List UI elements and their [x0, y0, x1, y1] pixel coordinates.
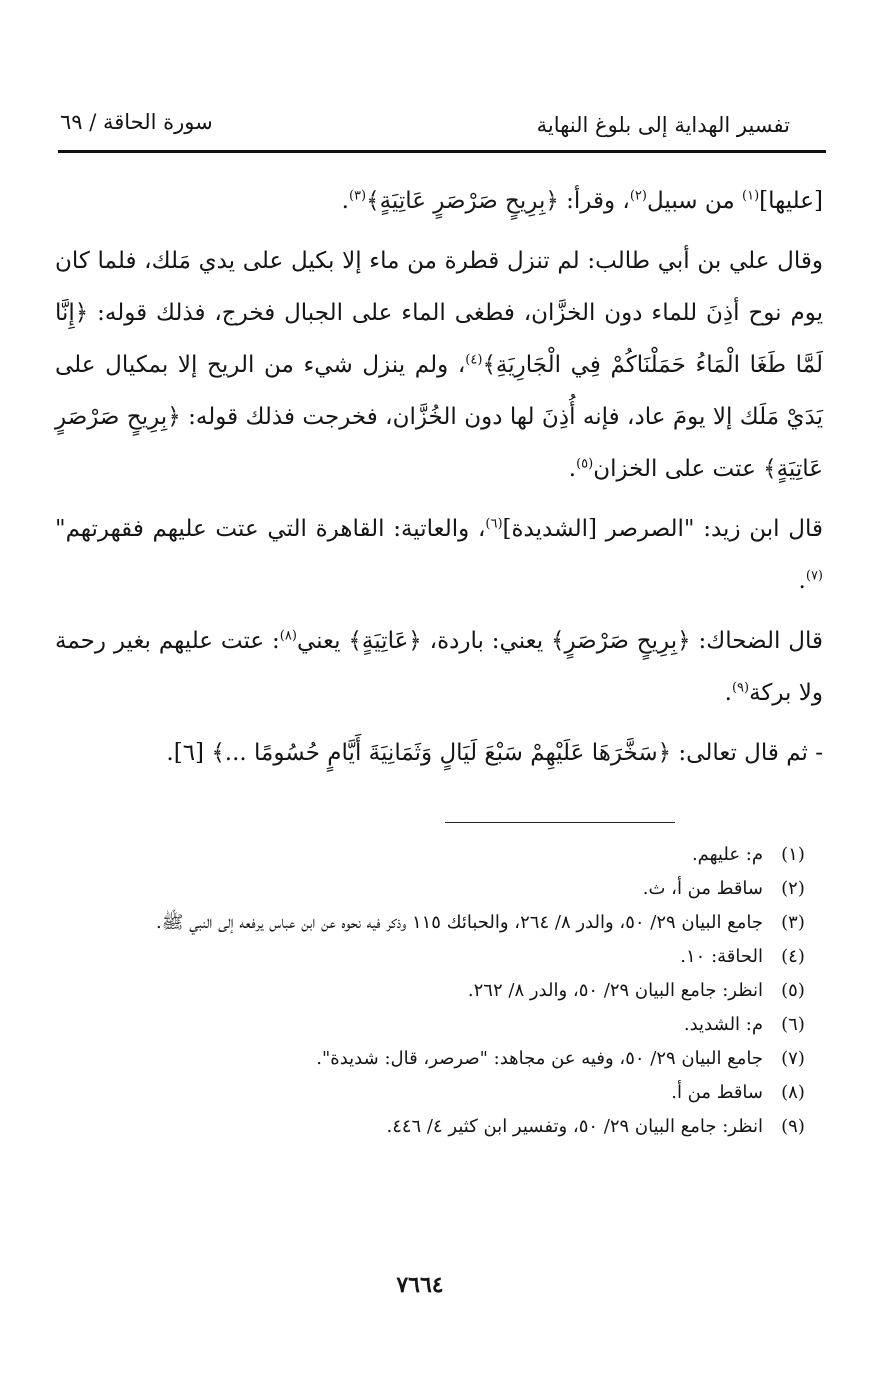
footnote-number: (٢) — [781, 878, 805, 899]
footnote-item — [55, 843, 823, 867]
footnote-number: (٦) — [781, 1014, 805, 1035]
paragraph-1 — [55, 175, 823, 227]
main-text — [55, 175, 823, 787]
text-run: ، ولم ينزل شيء من الريح إلا بمكيال على يَدَيْ مَلَك إلا يومَ عاد، فإنه أُذِنَ لها دون الخُزَّان، فخرجت فذلك قوله: ﴿بِرِيحٍ صَرْصَرٍ عَاتِيَةٍ﴾ عتت على الخزان — [55, 352, 823, 482]
footnote-number: (٧) — [781, 1048, 805, 1069]
footnote-ref[interactable]: (١) — [742, 188, 760, 204]
text-run: [عليها] — [759, 188, 823, 214]
running-header-book-title: تفسير الهداية إلى بلوغ النهاية — [536, 113, 790, 137]
paragraph-4 — [55, 615, 823, 719]
footnote-item — [55, 911, 823, 935]
footnote-number: (٩) — [781, 1116, 805, 1137]
text-run: . — [798, 568, 806, 594]
footnote-ref[interactable]: (٣) — [348, 188, 367, 204]
text-run: قال ابن زيد: "الصرصر [الشديدة] — [502, 516, 823, 542]
text-run: ، والعاتية: القاهرة التي عتت عليهم فقهرتهم" — [55, 516, 486, 542]
footnote-ref[interactable]: (٧) — [805, 568, 823, 584]
footnote-item — [55, 1047, 823, 1071]
footnotes — [55, 843, 823, 1149]
footnote-ref[interactable]: (٩) — [731, 680, 750, 696]
footnote-number: (٤) — [781, 946, 805, 967]
footnote-text: انظر: جامع البيان ٢٩/ ٥٠، وتفسير ابن كثير ٤/ ٤٤٦. — [386, 1116, 763, 1137]
text-run: - ثم قال تعالى: ﴿سَخَّرَهَا عَلَيْهِمْ سَبْعَ لَيَالٍ وَثَمَانِيَةَ أَيَّامٍ حُسُومًا ...﴾ [٦]. — [166, 740, 823, 766]
paragraph-3 — [55, 503, 823, 607]
footnote-text: جامع البيان ٢٩/ ٥٠، وفيه عن مجاهد: "صرصر، قال: شديدة". — [316, 1048, 763, 1069]
footnote-item — [55, 1013, 823, 1037]
text-run: من سبيل — [646, 188, 743, 214]
text-run: قال الضحاك: ﴿بِرِيحٍ صَرْصَرٍ﴾ يعني: باردة، ﴿عَاتِيَةٍ﴾ يعني — [296, 628, 823, 654]
text-run: : عتت عليهم بغير رحمة ولا بركة — [55, 628, 823, 706]
footnote-text: الحاقة: ١٠. — [680, 946, 763, 967]
footnote-ref[interactable]: (٤) — [465, 352, 483, 368]
running-header-surah: سورة الحاقة / ٦٩ — [60, 110, 213, 134]
header-rule — [58, 150, 826, 153]
paragraph-2 — [55, 235, 823, 495]
footnote-number: (١) — [781, 844, 805, 865]
footnote-text: ساقط من أ. — [671, 1082, 763, 1103]
paragraph-5-verse — [55, 727, 823, 779]
text-run: . — [568, 456, 577, 482]
text-run: . — [724, 680, 732, 706]
footnote-item — [55, 877, 823, 901]
footnote-text: م: عليهم. — [691, 844, 763, 865]
footnote-text: جامع البيان ٢٩/ ٥٠، والدر ٨/ ٢٦٤، والحبائك ١١٥ وذكر فيه نحوه عن ابن عباس يرفعه إلى النبي ﷺ. — [156, 912, 763, 933]
page-number: ٧٦٦٤ — [396, 1272, 444, 1298]
footnote-item — [55, 1115, 823, 1139]
footnote-ref[interactable]: (٨) — [279, 628, 297, 644]
footnote-item — [55, 979, 823, 1003]
footnote-text: ساقط من أ، ث. — [642, 878, 763, 899]
text-run: وقال علي بن أبي طالب: لم تنزل قطرة من ماء إلا بكيل على يدي مَلك، فلما كان يوم نوح أذِنَ للماء دون الخزَّان، فطغى الماء على الجبال فخرج، فذلك قوله: ﴿إِنَّا لَمَّا طَغَا الْمَاءُ حَمَلْنَاكُمْ فِي الْجَارِيَةِ﴾ — [55, 248, 823, 378]
footnote-ref[interactable]: (٥) — [576, 456, 594, 472]
footnote-number: (٥) — [781, 980, 805, 1001]
footnote-text: انظر: جامع البيان ٢٩/ ٥٠، والدر ٨/ ٢٦٢. — [467, 980, 763, 1001]
footnote-number: (٨) — [781, 1082, 805, 1103]
text-run: . — [341, 188, 349, 214]
footnote-item — [55, 945, 823, 969]
footnote-item — [55, 1081, 823, 1105]
footnote-text: م: الشديد. — [683, 1014, 763, 1035]
quran-quote: ، وقرأ: ﴿بِرِيحٍ صَرْصَرٍ عَاتِيَةٍ﴾ — [366, 188, 630, 214]
footnote-ref[interactable]: (٢) — [629, 188, 647, 204]
footnote-number: (٣) — [781, 912, 805, 933]
footnote-separator — [445, 822, 675, 823]
footnote-ref[interactable]: (٦) — [485, 516, 503, 532]
